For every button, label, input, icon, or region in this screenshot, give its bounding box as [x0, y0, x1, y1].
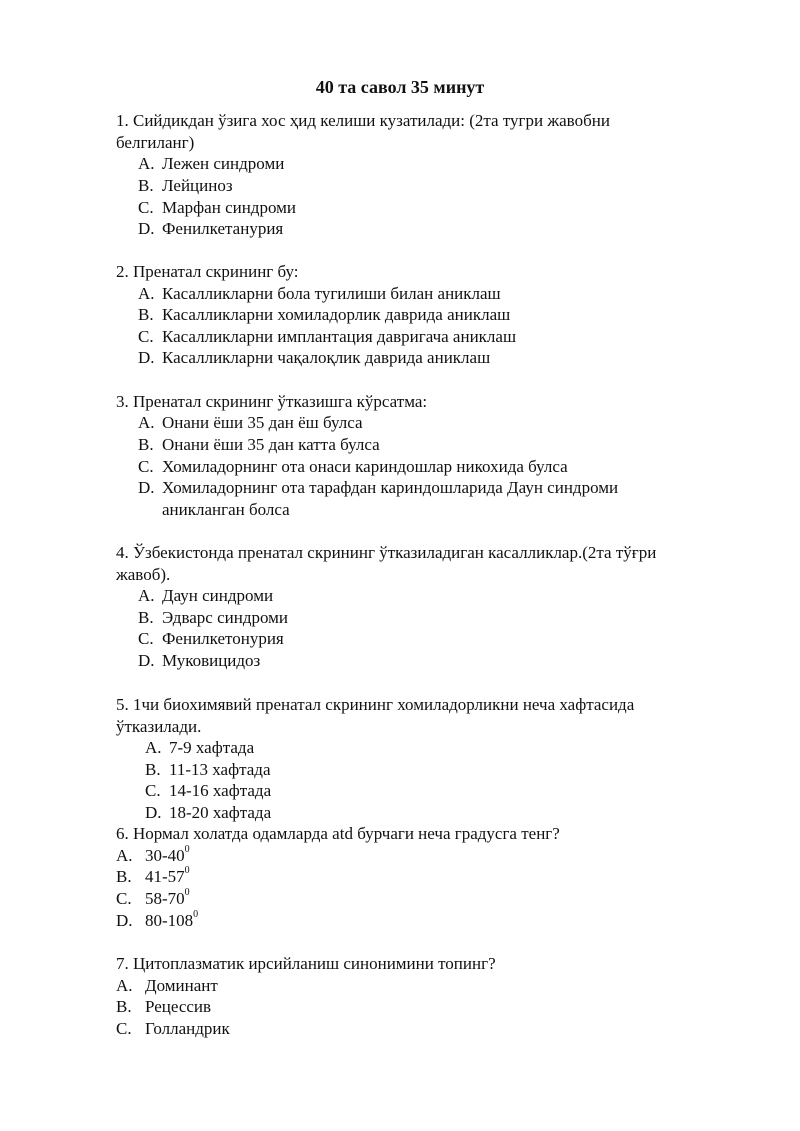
q4-option-d	[138, 650, 260, 671]
q5-option-b	[145, 759, 271, 780]
option-letter: A.	[138, 284, 155, 303]
option-text: Рецессив	[145, 997, 212, 1016]
option-letter: B.	[145, 760, 161, 779]
q7-option-c	[116, 1018, 230, 1039]
option-letter: D.	[138, 651, 155, 670]
option-text: 41-57	[145, 867, 185, 886]
q1-option-b	[138, 175, 233, 196]
q2-option-d	[138, 347, 490, 368]
q1-option-c	[138, 197, 296, 218]
question-6-text: 6. Нормал холатда одамларда atd бурчаги неча градусга тенг?	[116, 824, 560, 843]
question-4-text-cont: жавоб).	[116, 565, 171, 584]
q3-option-d-cont: аникланган болса	[162, 500, 290, 519]
degree-superscript: 0	[193, 909, 199, 921]
option-text: Онани ёши 35 дан ёш булса	[162, 413, 363, 432]
q4-option-c	[138, 628, 284, 649]
option-letter: D.	[138, 348, 155, 367]
option-letter: D.	[145, 803, 162, 822]
option-letter: A.	[116, 846, 133, 865]
option-text: 14-16 хафтада	[169, 781, 272, 800]
option-letter: B.	[138, 435, 154, 454]
option-letter: C.	[138, 198, 154, 217]
option-letter: A.	[138, 154, 155, 173]
question-7-text: 7. Цитоплазматик ирсийланиш синонимини топинг?	[116, 954, 496, 973]
q7-option-b	[116, 996, 211, 1017]
question-5-text-cont: ўтказилади.	[116, 717, 202, 736]
page-title: 40 та савол 35 минут	[315, 77, 485, 97]
question-3-text: 3. Пренатал скрининг ўтказишга кўрсатма:	[116, 392, 428, 411]
q4-option-b	[138, 607, 288, 628]
option-letter: B.	[116, 867, 132, 886]
option-letter: C.	[138, 457, 154, 476]
option-text: Онани ёши 35 дан катта булса	[162, 435, 380, 454]
q3-option-a	[138, 412, 363, 433]
q3-option-d	[138, 477, 618, 498]
q1-option-a	[138, 153, 284, 174]
q2-option-b	[138, 304, 510, 325]
q5-option-d	[145, 802, 271, 823]
question-4-text: 4. Ўзбекистонда пренатал скрининг ўтказиладиган касалликлар.(2та тўғри	[116, 543, 657, 562]
option-text: Фенилкетанурия	[162, 219, 284, 238]
q6-option-b	[116, 866, 190, 887]
option-text: Хомиладорнинг ота тарафдан кариндошларида Даун синдроми	[162, 478, 619, 497]
option-letter: D.	[138, 219, 155, 238]
option-text: Доминант	[145, 976, 218, 995]
option-letter: D.	[138, 478, 155, 497]
q7-option-a	[116, 975, 218, 996]
option-text: 30-40	[145, 846, 185, 865]
q2-option-c	[138, 326, 516, 347]
option-text: Эдварс синдроми	[162, 608, 289, 627]
q6-option-a	[116, 845, 190, 866]
option-text: Муковицидоз	[162, 651, 261, 670]
q6-option-c	[116, 888, 190, 909]
option-text: Лежен синдроми	[162, 154, 285, 173]
degree-superscript: 0	[184, 887, 190, 899]
q5-option-c	[145, 780, 271, 801]
option-letter: A.	[145, 738, 162, 757]
option-text: 80-108	[145, 911, 194, 930]
option-letter: C.	[138, 629, 154, 648]
option-text: 58-70	[145, 889, 185, 908]
q6-option-d	[116, 910, 198, 931]
option-text: Даун синдроми	[162, 586, 274, 605]
q5-option-a	[145, 737, 254, 758]
option-letter: C.	[116, 889, 132, 908]
option-letter: B.	[138, 608, 154, 627]
q2-option-a	[138, 283, 501, 304]
option-text: Лейциноз	[162, 176, 233, 195]
option-letter: B.	[138, 176, 154, 195]
option-letter: D.	[116, 911, 133, 930]
option-letter: A.	[116, 976, 133, 995]
degree-superscript: 0	[184, 865, 190, 877]
option-text: Хомиладорнинг ота онаси кариндошлар никохида булса	[162, 457, 568, 476]
degree-superscript: 0	[184, 844, 190, 856]
option-letter: B.	[116, 997, 132, 1016]
option-text: Касалликларни хомиладорлик даврида аниклаш	[162, 305, 511, 324]
q3-option-c	[138, 456, 568, 477]
option-text: 18-20 хафтада	[169, 803, 272, 822]
option-letter: C.	[145, 781, 161, 800]
option-text: Голландрик	[145, 1019, 230, 1038]
option-letter: B.	[138, 305, 154, 324]
question-1-text: 1. Сийдикдан ўзига хос ҳид келиши кузатилади: (2та тугри жавобни	[116, 111, 610, 130]
option-text: 11-13 хафтада	[169, 760, 271, 779]
option-letter: C.	[116, 1019, 132, 1038]
option-letter: A.	[138, 413, 155, 432]
option-text: Касалликларни чақалоқлик даврида аниклаш	[162, 348, 491, 367]
option-text: Касалликларни бола тугилиши билан аниклаш	[162, 284, 501, 303]
q4-option-a	[138, 585, 273, 606]
q1-option-d	[138, 218, 283, 239]
question-2-text: 2. Пренатал скрининг бу:	[116, 262, 299, 281]
option-text: 7-9 хафтада	[169, 738, 255, 757]
option-letter: C.	[138, 327, 154, 346]
option-letter: A.	[138, 586, 155, 605]
q3-option-b	[138, 434, 380, 455]
option-text: Марфан синдроми	[162, 198, 296, 217]
option-text: Фенилкетонурия	[162, 629, 284, 648]
question-1-text-cont: белгиланг)	[116, 133, 195, 152]
question-5-text: 5. 1чи биохимявий пренатал скрининг хомиладорликни неча хафтасида	[116, 695, 635, 714]
option-text: Касалликларни имплантация давригача аниклаш	[162, 327, 517, 346]
